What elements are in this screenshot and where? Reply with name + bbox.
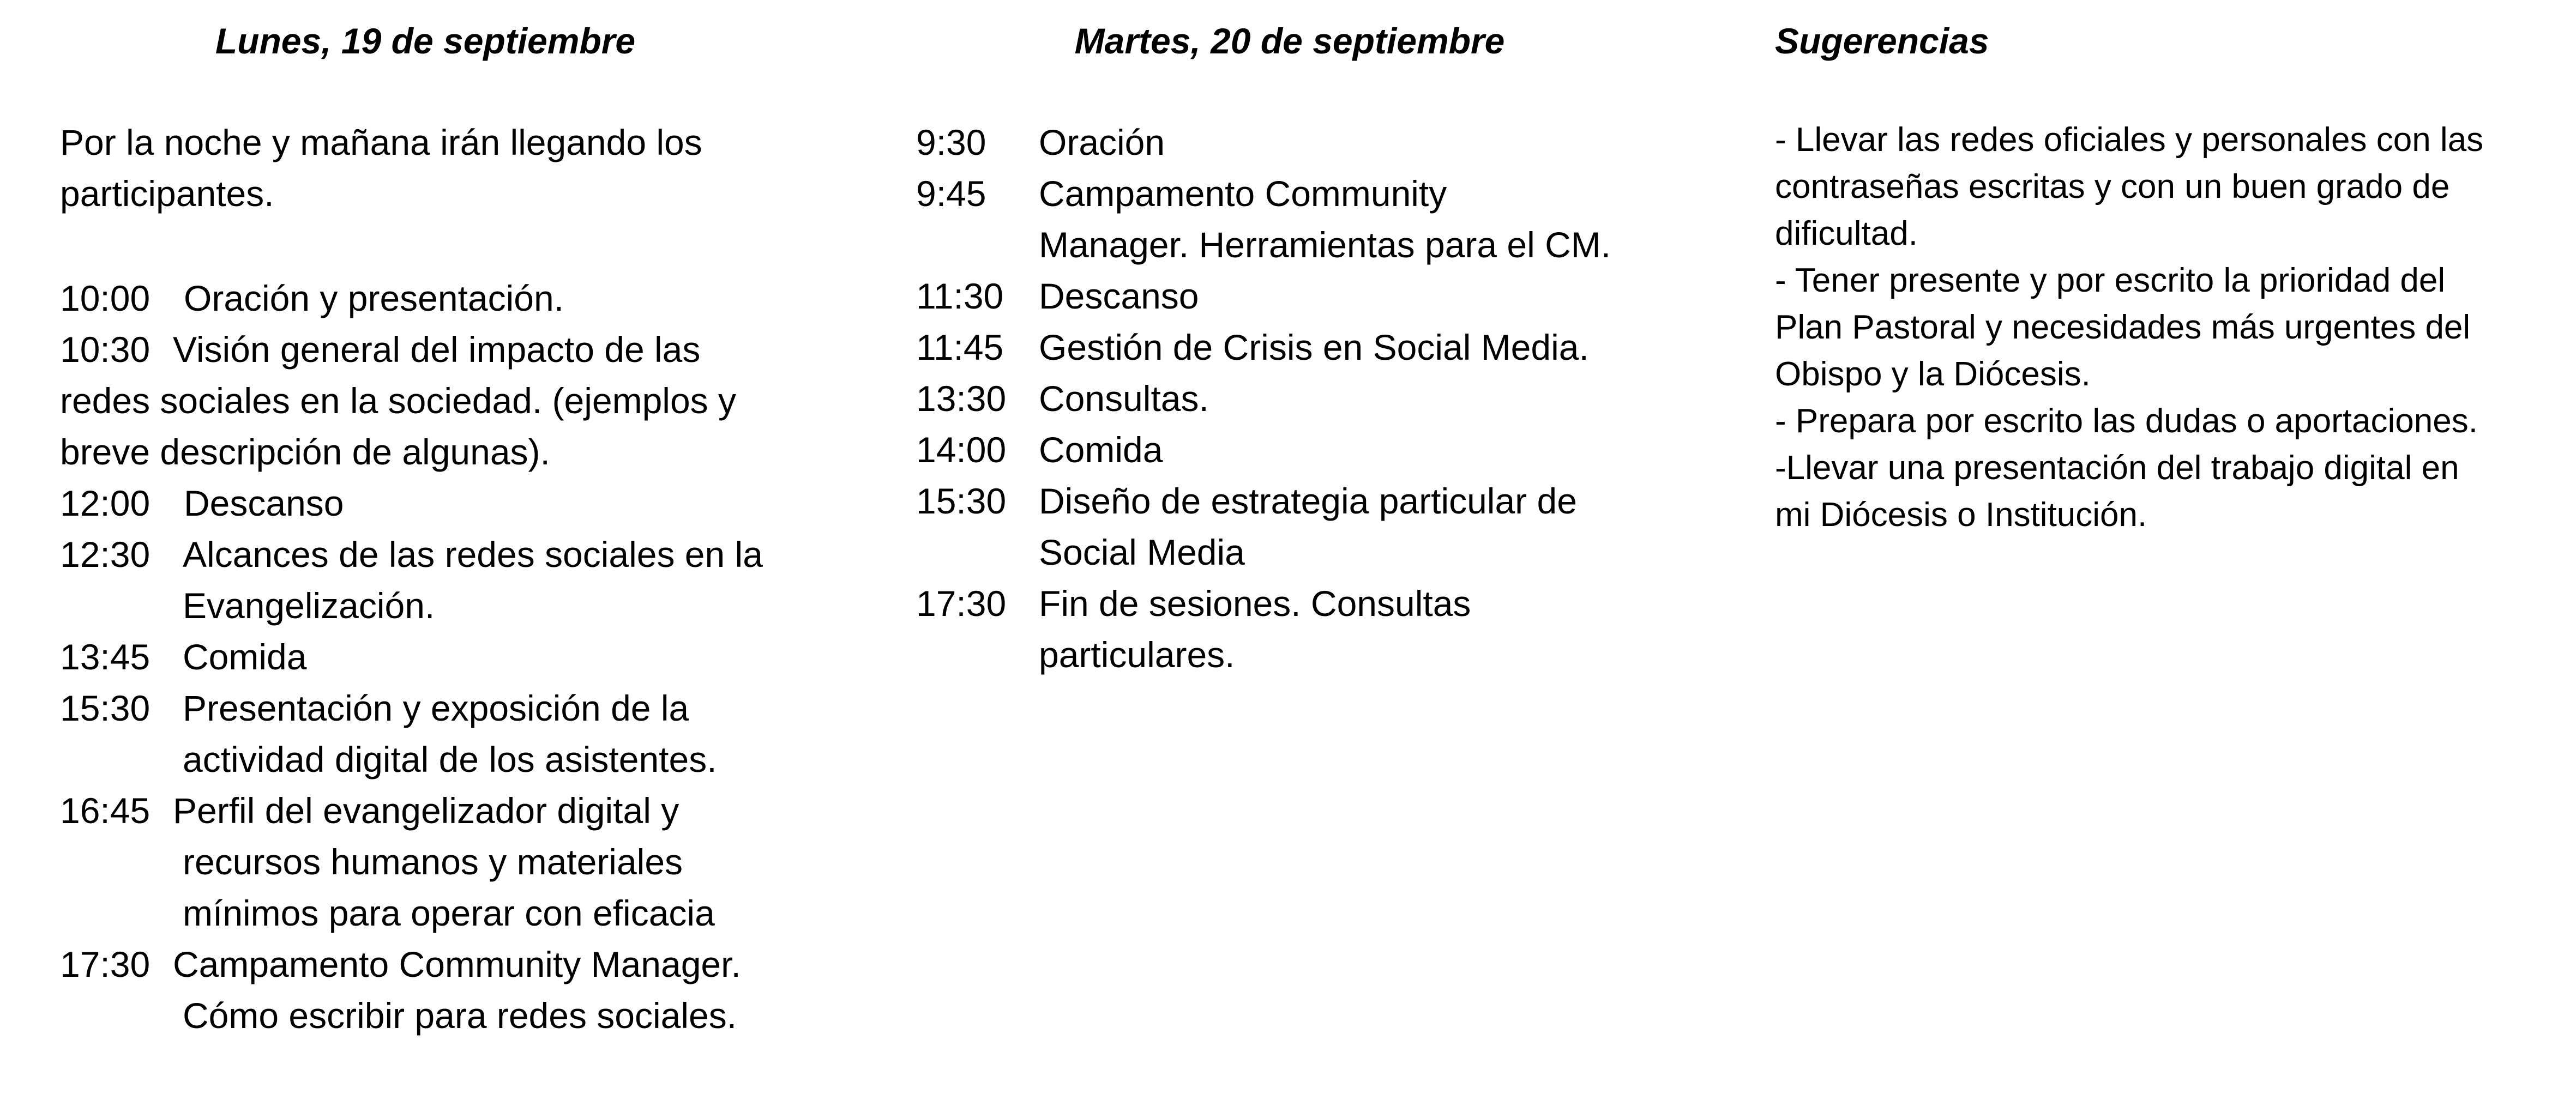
entry-description: Campamento Community Manager. (173, 944, 741, 984)
suggestion-line: - Tener presente y por escrito la prioridad del (1775, 262, 2446, 299)
entry-description: Diseño de estrategia particular de (1039, 481, 1577, 521)
entry-description: breve descripción de algunas). (60, 432, 550, 472)
entry-description: Campamento Community (1039, 173, 1447, 214)
entry-time: 13:30 (916, 378, 1007, 419)
entry-description: particulares. (1039, 634, 1235, 675)
entry-description: Cómo escribir para redes sociales. (183, 995, 737, 1036)
monday-intro-line: participantes. (60, 173, 274, 214)
entry-description: Gestión de Crisis en Social Media. (1039, 327, 1589, 367)
entry-time: 13:45 (60, 637, 151, 677)
suggestion-line: dificultad. (1775, 215, 1918, 252)
entry-description: Descanso (1039, 276, 1199, 316)
suggestion-line: - Llevar las redes oficiales y personales con las (1775, 121, 2484, 159)
entry-description: Fin de sesiones. Consultas (1039, 583, 1471, 624)
suggestion-line: - Prepara por escrito las dudas o aportaciones. (1775, 402, 2478, 440)
entry-description: Descanso (184, 483, 344, 523)
entry-time: 11:45 (916, 327, 1004, 367)
entry-time: 16:45 (60, 790, 151, 831)
entry-time: 9:30 (916, 122, 986, 162)
entry-description: Alcances de las redes sociales en la (183, 534, 763, 575)
entry-time: 12:30 (60, 534, 151, 575)
monday-intro (60, 117, 823, 219)
suggestion-line: contraseñas escritas y con un buen grado de (1775, 168, 2450, 205)
tuesday-title: Martes, 20 de septiembre (1074, 21, 1505, 61)
entry-description: recursos humanos y materiales (183, 842, 683, 882)
entry-description: Social Media (1039, 532, 1245, 572)
entry-description: Presentación y exposición de la (183, 688, 689, 728)
entry-time: 10:00 (60, 278, 151, 318)
entry-description: Oración (1039, 122, 1165, 162)
entry-time: 11:30 (916, 276, 1004, 316)
entry-description: redes sociales en la sociedad. (ejemplos y (60, 380, 736, 421)
entry-time: 12:00 (60, 483, 151, 523)
entry-time: 17:30 (916, 583, 1007, 624)
entry-description: Oración y presentación. (184, 278, 564, 318)
monday-title: Lunes, 19 de septiembre (215, 21, 636, 61)
entry-description: Evangelización. (183, 585, 435, 626)
entry-time: 17:30 (60, 944, 151, 984)
suggestion-line: mi Diócesis o Institución. (1775, 496, 2147, 534)
entry-description: actividad digital de los asistentes. (183, 739, 717, 779)
entry-description: Perfil del evangelizador digital y (173, 790, 679, 831)
entry-description: Comida (183, 637, 307, 677)
entry-description: Visión general del impacto de las (173, 329, 701, 370)
entry-time: 10:30 (60, 329, 151, 370)
suggestions-list (1775, 117, 2483, 539)
suggestion-line: Obispo y la Diócesis. (1775, 355, 2091, 393)
entry-time: 15:30 (916, 481, 1007, 521)
suggestion-line: -Llevar una presentación del trabajo digital en (1775, 449, 2459, 487)
entry-description: Consultas. (1039, 378, 1209, 419)
entry-time: 15:30 (60, 688, 151, 728)
entry-description: Manager. Herramientas para el CM. (1039, 225, 1611, 265)
monday-intro-line: Por la noche y mañana irán llegando los (60, 122, 702, 162)
entry-description: Comida (1039, 430, 1163, 470)
entry-time: 14:00 (916, 430, 1007, 470)
suggestion-line: Plan Pastoral y necesidades más urgentes del (1775, 309, 2471, 346)
suggestions-title: Sugerencias (1775, 21, 1989, 61)
entry-time: 9:45 (916, 173, 986, 214)
entry-description: mínimos para operar con eficacia (183, 893, 715, 933)
